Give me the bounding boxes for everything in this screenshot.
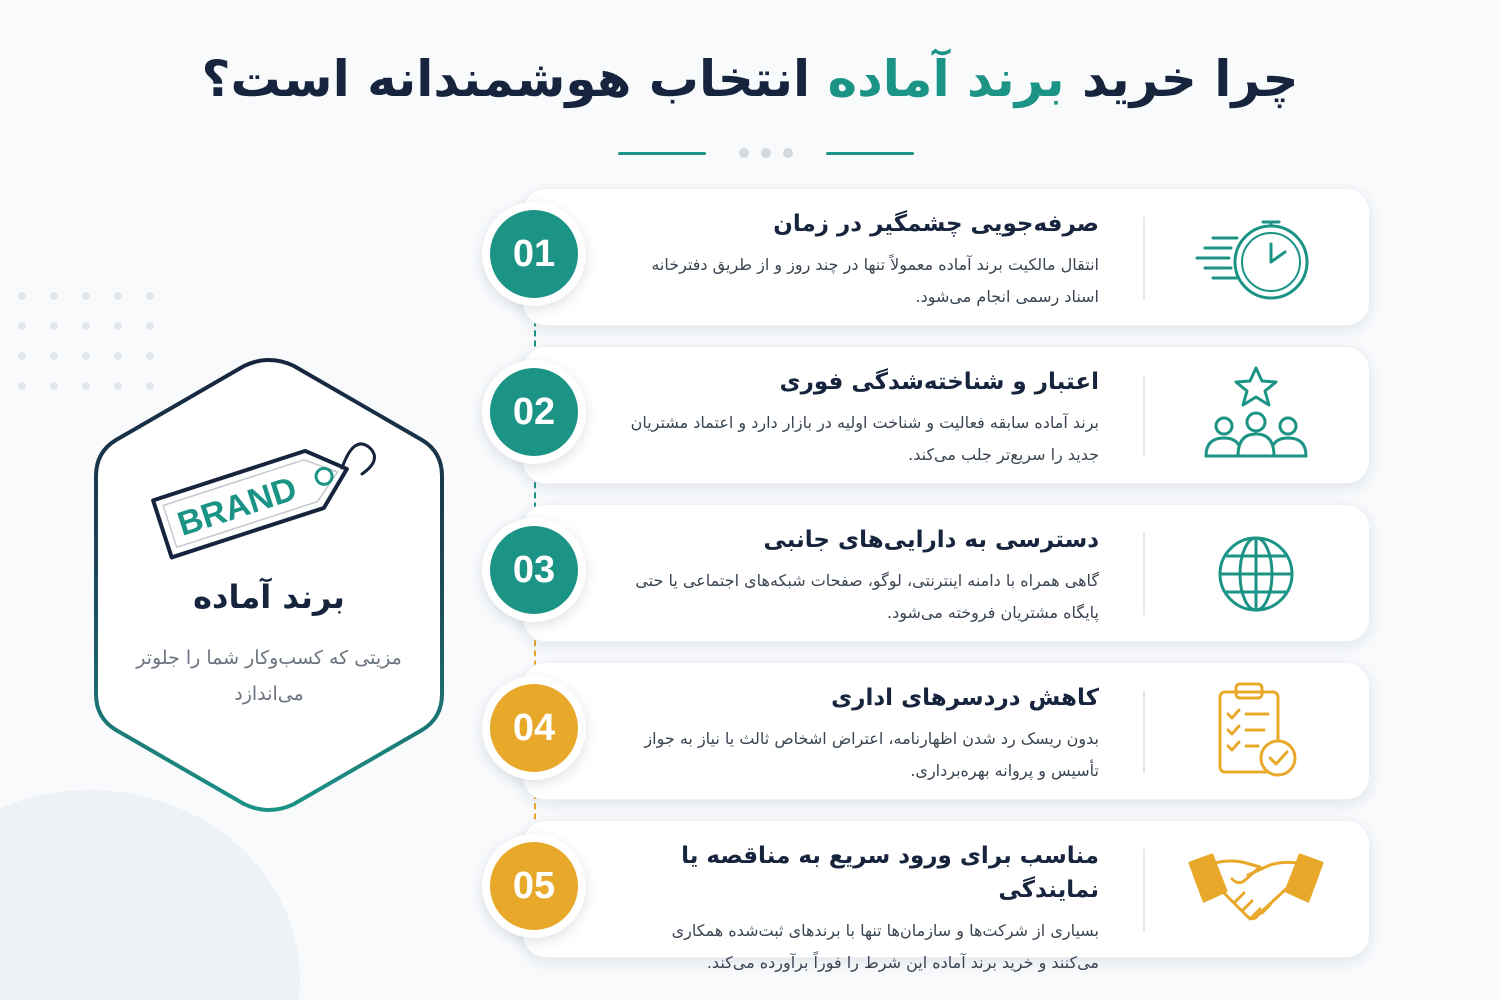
hexagon-heading: برند آماده bbox=[193, 578, 345, 616]
benefit-card-2 bbox=[522, 346, 1370, 484]
benefit-card-5 bbox=[522, 820, 1370, 972]
benefit-text: انتقال مالکیت برند آماده معمولاً تنها در چند روز و از طریق دفترخانه اسناد رسمی انجام می‌شود. bbox=[651, 255, 1099, 306]
card-divider bbox=[1143, 849, 1145, 931]
brand-tag-text: BRAND bbox=[172, 469, 302, 544]
card-divider bbox=[1143, 691, 1145, 773]
benefit-title: کاهش دردسرهای اداری bbox=[831, 685, 1099, 711]
card-divider bbox=[1143, 217, 1145, 299]
benefit-title: مناسب برای ورود سریع به مناقصه یا نمایندگی bbox=[681, 843, 1099, 903]
page-title bbox=[0, 50, 1500, 108]
title-deco-line-right bbox=[826, 152, 914, 155]
title-deco-dots bbox=[739, 148, 793, 158]
brand-hexagon bbox=[92, 356, 446, 814]
fast-clock-icon bbox=[1183, 203, 1329, 313]
benefit-card-3 bbox=[522, 504, 1370, 642]
clipboard-check-icon bbox=[1183, 677, 1329, 787]
benefit-title: اعتبار و شناخته‌شدگی فوری bbox=[779, 369, 1099, 395]
step-number: 05 bbox=[490, 842, 578, 930]
hexagon-subtitle: مزیتی که کسب‌وکار شما را جلوتر می‌اندازد bbox=[136, 647, 402, 705]
title-deco-line-left bbox=[618, 152, 706, 155]
team-star-icon bbox=[1183, 361, 1329, 471]
step-badge-2 bbox=[482, 360, 586, 464]
benefit-title: صرفه‌جویی چشمگیر در زمان bbox=[773, 211, 1099, 237]
step-number: 02 bbox=[490, 368, 578, 456]
handshake-icon bbox=[1183, 835, 1329, 945]
card-divider bbox=[1143, 533, 1145, 615]
background-blob bbox=[0, 790, 300, 1000]
benefit-text: برند آماده سابقه فعالیت و شناخت اولیه در بازار دارد و اعتماد مشتریان جدید را سریع‌تر جلب می‌کند. bbox=[630, 413, 1099, 464]
benefit-card-4 bbox=[522, 662, 1370, 800]
step-badge-4 bbox=[482, 676, 586, 780]
title-part-accent: برند آماده bbox=[827, 50, 1065, 108]
step-number: 04 bbox=[490, 684, 578, 772]
title-part-after: انتخاب هوشمندانه است؟ bbox=[201, 50, 811, 108]
step-badge-3 bbox=[482, 518, 586, 622]
card-divider bbox=[1143, 375, 1145, 457]
step-number: 01 bbox=[490, 210, 578, 298]
step-number: 03 bbox=[490, 526, 578, 614]
benefit-text: گاهی همراه با دامنه اینترنتی، لوگو، صفحات شبکه‌های اجتماعی یا حتی پایگاه مشتریان فروخته می‌شود. bbox=[635, 571, 1099, 622]
globe-icon bbox=[1183, 519, 1329, 629]
benefit-text: بدون ریسک رد شدن اظهارنامه، اعتراض اشخاص ثالث یا نیاز به جواز تأسیس و پروانه بهره‌برداری. bbox=[644, 729, 1099, 780]
title-decoration bbox=[618, 148, 914, 158]
benefit-title: دسترسی به دارایی‌های جانبی bbox=[763, 527, 1099, 553]
benefit-card-1 bbox=[522, 188, 1370, 326]
benefit-text: بسیاری از شرکت‌ها و سازمان‌ها تنها با برندهای ثبت‌شده همکاری می‌کنند و خرید برند آماده این شرط را فوراً برآورده می‌کند. bbox=[671, 921, 1099, 972]
step-badge-5 bbox=[482, 834, 586, 938]
title-part-before: چرا خرید bbox=[1082, 50, 1299, 108]
step-badge-1 bbox=[482, 202, 586, 306]
